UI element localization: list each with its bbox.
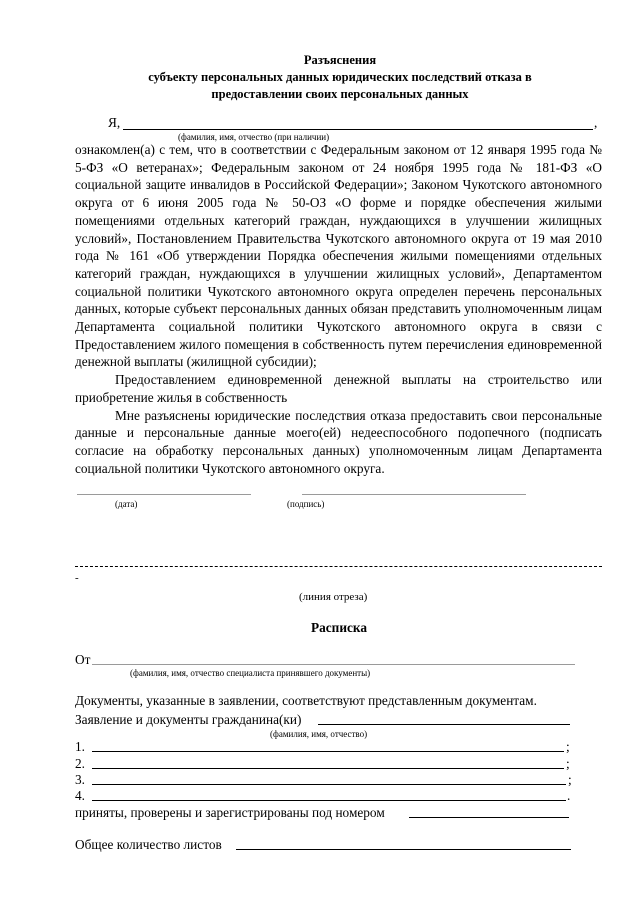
item-4-number: 4.: [75, 788, 85, 803]
cut-dashed-line: [75, 566, 602, 567]
docs-statement: Документы, указанные в заявлении, соответствуют представленным документам.: [75, 693, 537, 708]
item-3-end: ;: [568, 772, 572, 787]
document-title: [75, 52, 605, 103]
fio-input-line[interactable]: [123, 129, 593, 130]
item-2-line[interactable]: [92, 768, 564, 769]
item-1-number: 1.: [75, 739, 85, 754]
signature-line[interactable]: [302, 494, 526, 495]
registered-label: приняты, проверены и зарегистрированы под номером: [75, 805, 385, 820]
paragraph-1: ознакомлен(а) с тем, что в соответствии с Федеральным законом от 12 января 1995 года № 5-ФЗ «О ветеранах»; Федеральным законом от 24 ноября 1995 года № 181-ФЗ «О социальной защите инвалидов в Российской Федерации»; Законом Чукотского автономного округа от 6 июня 2005 года № 50-ОЗ «О форме и порядке обеспечения жилыми помещениями отдельных категорий граждан, нуждающихся в улучшении жилищных условий», Постановлением Правительства Чукотского автономного округа от 19 мая 2010 года № 161 «Об утверждении Порядка обеспечения жилыми помещениями отдельных категорий граждан, нуждающихся в улучшении жилищных условий», Департаментом социальной политики Чукотского автономного округа определен перечень персональных данных, которые субъект персональных данных обязан представить уполномоченным лицам Департамента социальной политики Чукотского автономного округа в связи с Предоставлением жилого помещения в собственность путем перечисления единовременной денежной выплаты (жилищной субсидии);: [75, 142, 602, 370]
from-label: От: [75, 652, 91, 667]
item-3-line[interactable]: [92, 784, 566, 785]
item-1-line[interactable]: [92, 751, 564, 752]
declaration-body: [75, 141, 602, 477]
item-2-number: 2.: [75, 756, 85, 771]
fio-comma: ,: [594, 115, 598, 130]
from-input-line[interactable]: [92, 664, 575, 665]
cut-label: (линия отреза): [299, 591, 368, 603]
item-3-number: 3.: [75, 772, 85, 787]
paragraph-2: Предоставлением единовременной денежной выплаты на строительство или приобретение жилья в собственность: [75, 372, 602, 405]
cut-dash-tail: -: [75, 572, 79, 584]
sheets-count-line[interactable]: [236, 849, 571, 850]
fio-caption: (фамилия, имя, отчество (при наличии): [178, 132, 330, 142]
ya-label: Я,: [108, 115, 121, 130]
registration-number-line[interactable]: [409, 817, 569, 818]
date-caption: (дата): [115, 499, 138, 509]
applicant-label: Заявление и документы гражданина(ки): [75, 712, 302, 727]
sheets-label: Общее количество листов: [75, 837, 222, 852]
title-line-1: Разъяснения: [303, 53, 377, 67]
signature-caption: (подпись): [287, 499, 325, 509]
item-4-line[interactable]: [92, 800, 566, 801]
title-line-3: предоставлении своих персональных данных: [211, 87, 469, 101]
date-line[interactable]: [77, 494, 251, 495]
applicant-caption: (фамилия, имя, отчество): [270, 729, 368, 739]
receipt-title: Расписка: [311, 620, 368, 635]
applicant-input-line[interactable]: [318, 724, 570, 725]
item-2-end: ;: [566, 756, 570, 771]
title-line-2: субъекту персональных данных юридических последствий отказа в: [148, 70, 532, 84]
paragraph-3: Мне разъяснены юридические последствия отказа предоставить свои персональные данные и персональные данные моего(ей) недееспособного подопечного (подписать согласие на обработку персональных данных) уполномоченным лицам Департамента социальной политики Чукотского автономного округа.: [75, 407, 602, 476]
item-4-end: .: [567, 788, 571, 803]
item-1-end: ;: [566, 739, 570, 754]
from-caption: (фамилия, имя, отчество специалиста принявшего документы): [130, 668, 371, 678]
